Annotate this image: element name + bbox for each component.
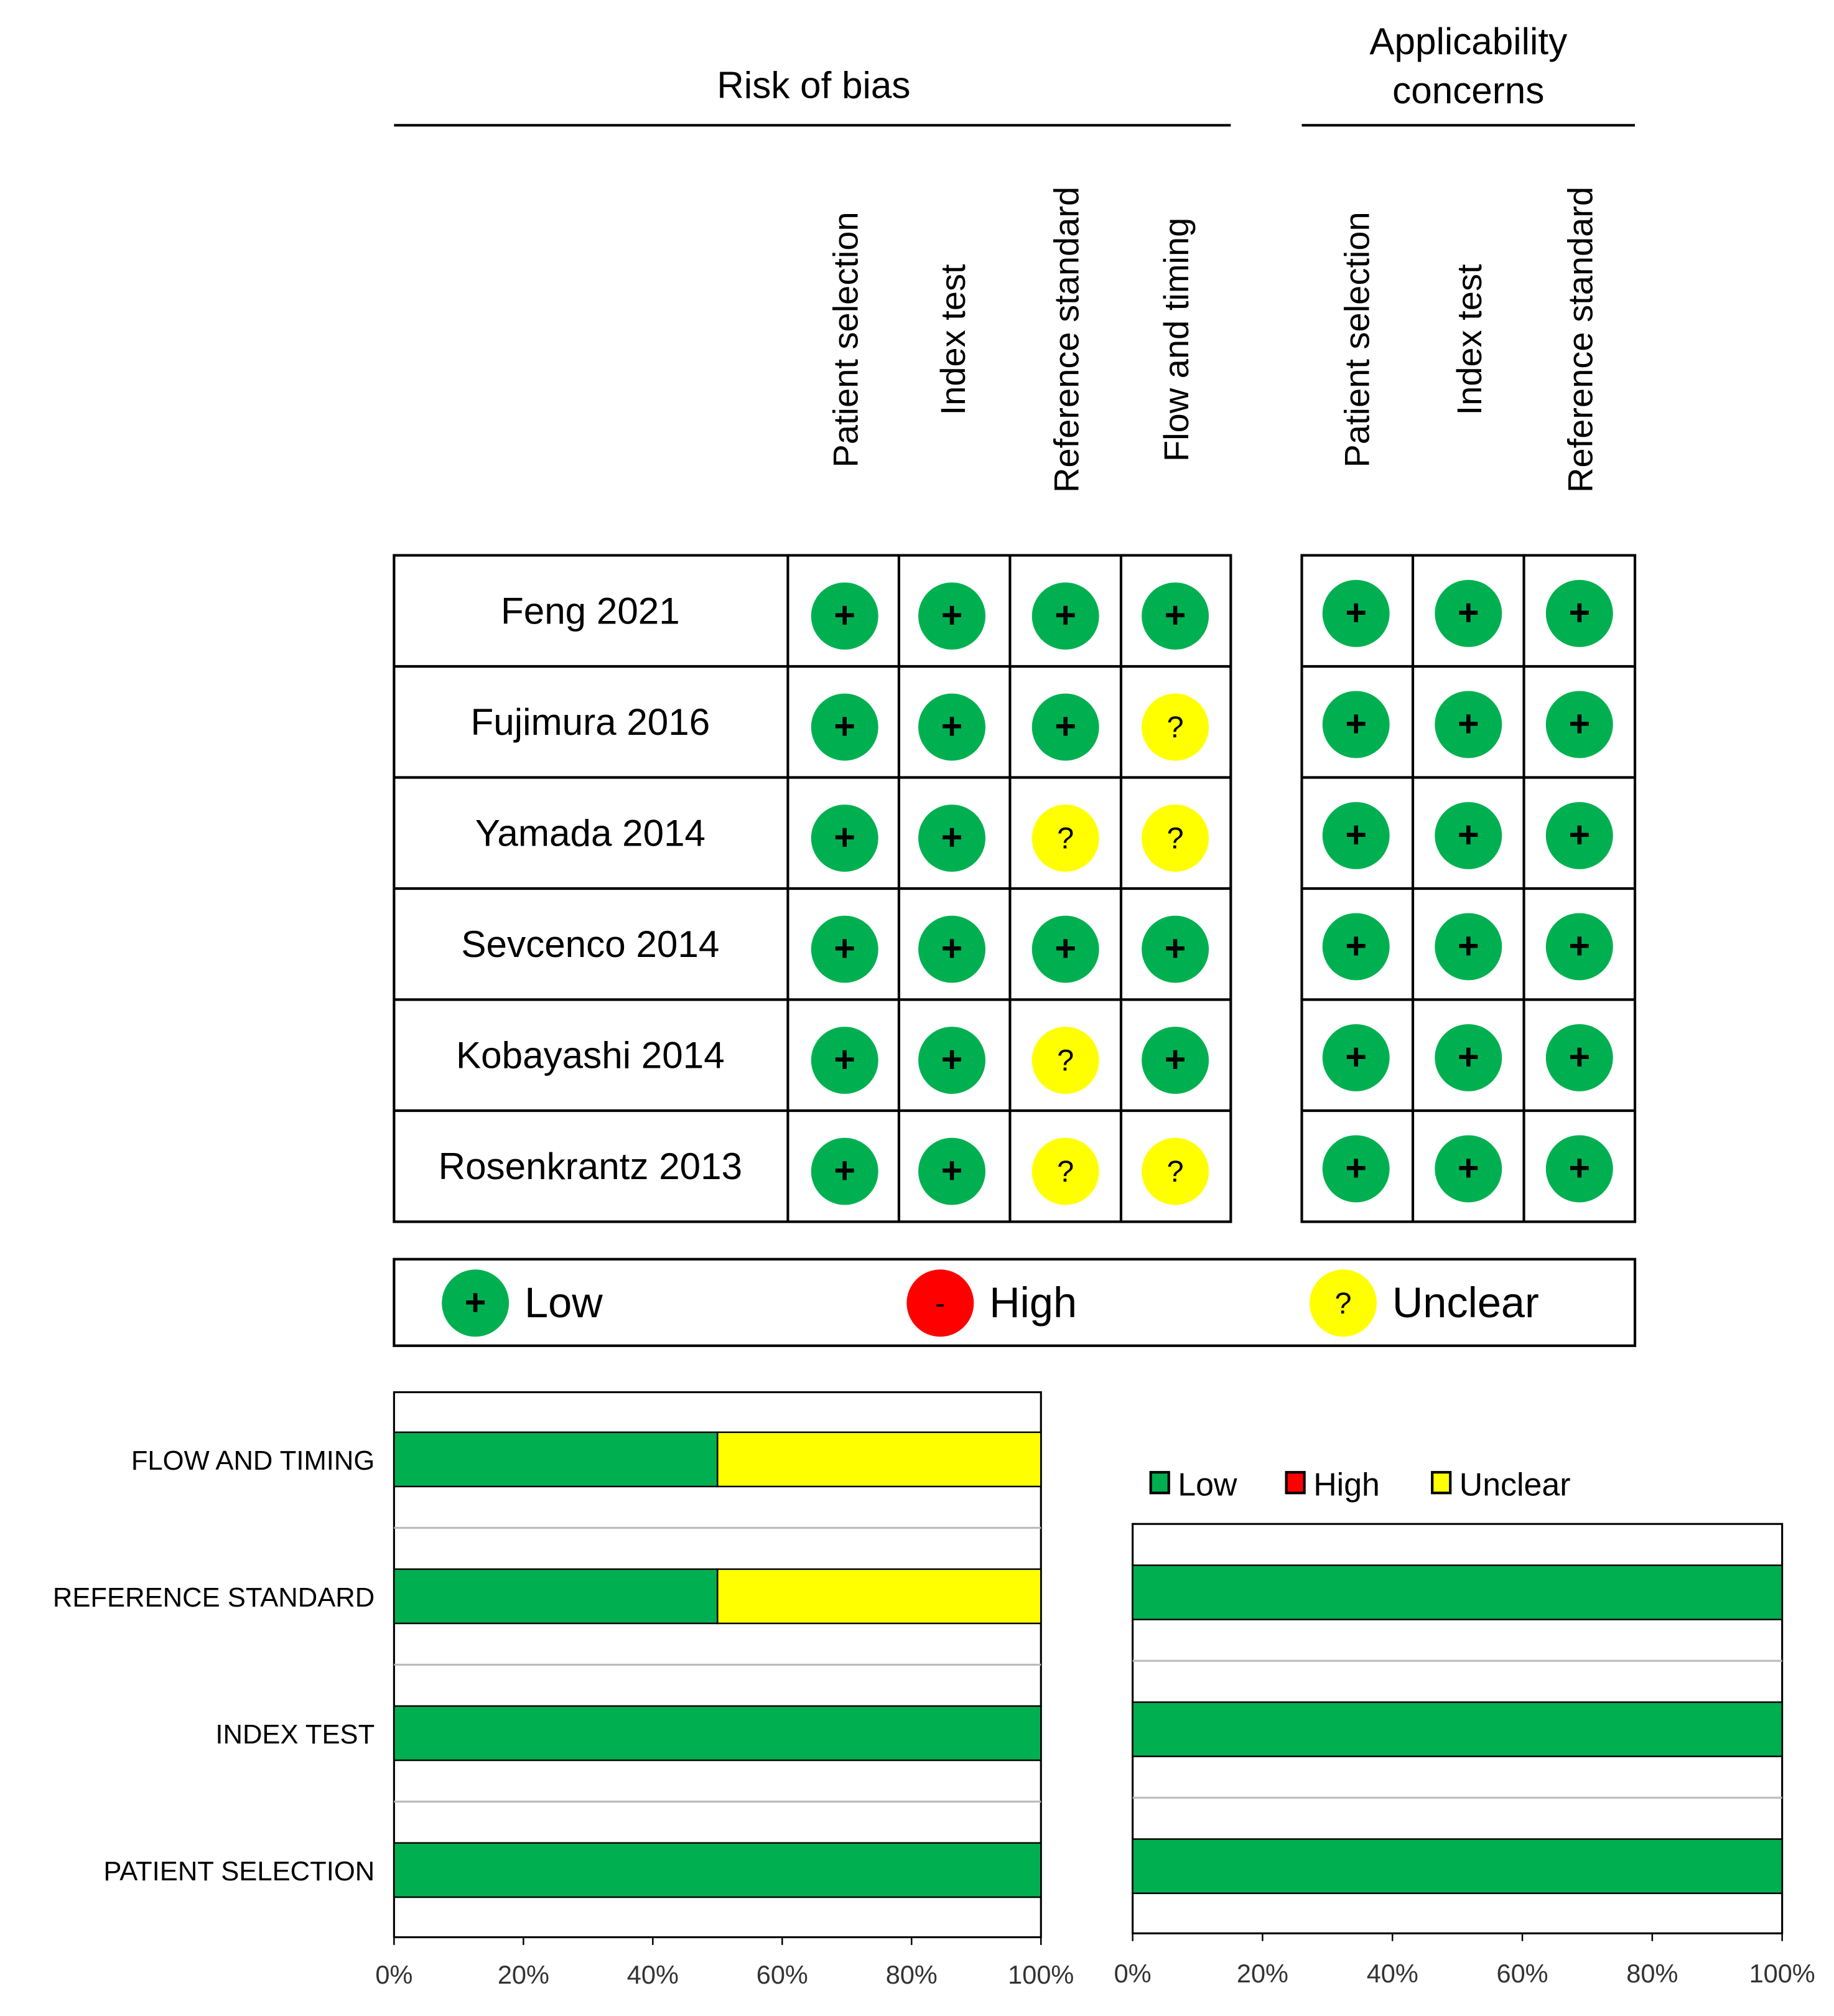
applicability-cell bbox=[1323, 580, 1390, 647]
rob-cell bbox=[1142, 805, 1209, 872]
chart-legend-label: High bbox=[1313, 1466, 1380, 1503]
low-judgement-symbol: + bbox=[464, 1281, 486, 1323]
x-tick-label: 100% bbox=[1749, 1959, 1815, 1989]
low-judgement-symbol: + bbox=[1568, 702, 1591, 745]
rob-column-header: Index test bbox=[933, 264, 972, 416]
chart-legend-label: Low bbox=[1178, 1466, 1237, 1503]
applicability-cell bbox=[1546, 802, 1613, 869]
low-judgement-symbol: + bbox=[1457, 813, 1479, 856]
low-judgement-symbol: + bbox=[941, 927, 963, 969]
x-tick-label: 40% bbox=[626, 1960, 679, 1990]
applicability-cell bbox=[1435, 1024, 1502, 1091]
study-name: Rosenkrantz 2013 bbox=[438, 1146, 743, 1188]
applicability-cell bbox=[1323, 802, 1390, 869]
x-tick-label: 40% bbox=[1366, 1959, 1418, 1989]
applicability-title-line2: concerns bbox=[1392, 70, 1545, 112]
rob-cell bbox=[811, 805, 878, 872]
low-judgement-symbol: + bbox=[1457, 591, 1479, 633]
low-judgement-symbol: + bbox=[1164, 927, 1186, 969]
bar-low bbox=[1133, 1702, 1782, 1757]
applicability-column-header: Index test bbox=[1450, 264, 1489, 416]
category-label: PATIENT SELECTION bbox=[103, 1857, 375, 1887]
rob-cell bbox=[1032, 916, 1099, 983]
x-tick-label: 20% bbox=[1236, 1959, 1288, 1989]
rob-cell bbox=[918, 1138, 985, 1205]
applicability-cell bbox=[1435, 691, 1502, 758]
rob-cell bbox=[811, 1027, 878, 1094]
unclear-judgement-symbol: ? bbox=[1057, 1155, 1074, 1189]
risk-of-bias-title: Risk of bias bbox=[717, 64, 911, 106]
low-judgement-symbol: + bbox=[941, 594, 963, 636]
study-name: Feng 2021 bbox=[500, 590, 680, 632]
low-judgement-symbol: + bbox=[1345, 591, 1367, 633]
low-judgement-symbol: + bbox=[834, 1038, 856, 1080]
applicability-cell bbox=[1546, 691, 1613, 758]
chart-legend-swatch-unclear bbox=[1432, 1472, 1450, 1493]
low-judgement-symbol: + bbox=[1568, 1035, 1591, 1078]
applicability-column-header: Reference standard bbox=[1560, 186, 1600, 493]
x-tick-label: 60% bbox=[756, 1960, 808, 1990]
study-name: Fujimura 2016 bbox=[470, 701, 710, 744]
unclear-judgement-symbol: ? bbox=[1166, 1155, 1184, 1189]
applicability-cell bbox=[1435, 1135, 1502, 1202]
applicability-cell bbox=[1435, 580, 1502, 647]
chart-legend-swatch-high bbox=[1287, 1472, 1305, 1493]
unclear-judgement-symbol: ? bbox=[1166, 711, 1184, 745]
applicability-cell bbox=[1435, 802, 1502, 869]
rob-cell bbox=[1142, 916, 1209, 983]
low-judgement-symbol: + bbox=[834, 705, 856, 747]
low-judgement-symbol: + bbox=[834, 594, 856, 636]
x-tick-label: 80% bbox=[1626, 1959, 1678, 1989]
applicability-cell bbox=[1546, 913, 1613, 980]
x-tick-label: 100% bbox=[1008, 1960, 1074, 1990]
low-judgement-symbol: + bbox=[941, 705, 963, 747]
rob-cell bbox=[1032, 805, 1099, 872]
x-tick-label: 0% bbox=[375, 1960, 413, 1990]
applicability-cell bbox=[1323, 1024, 1390, 1091]
legend-high-icon bbox=[906, 1269, 974, 1337]
bar-low bbox=[1133, 1839, 1782, 1893]
rob-cell bbox=[1032, 1027, 1099, 1094]
study-name: Sevcenco 2014 bbox=[461, 923, 720, 966]
unclear-judgement-symbol: ? bbox=[1057, 1043, 1074, 1078]
low-judgement-symbol: + bbox=[1345, 813, 1367, 856]
legend-unclear-label: Unclear bbox=[1392, 1279, 1539, 1327]
rob-cell bbox=[1032, 694, 1099, 761]
rob-cell bbox=[1142, 694, 1209, 761]
category-label: FLOW AND TIMING bbox=[131, 1446, 375, 1477]
applicability-title-line1: Applicability bbox=[1369, 21, 1568, 63]
legend-low-icon bbox=[442, 1269, 509, 1337]
rob-column-header: Patient selection bbox=[826, 212, 865, 468]
bar-low bbox=[394, 1706, 1041, 1760]
bar-low bbox=[1133, 1566, 1782, 1620]
rob-column-header: Flow and timing bbox=[1156, 217, 1196, 462]
unclear-judgement-symbol: ? bbox=[1057, 821, 1074, 856]
low-judgement-symbol: + bbox=[1568, 591, 1591, 633]
stacked-bar-chart bbox=[1114, 1467, 1815, 1988]
low-judgement-symbol: + bbox=[1457, 925, 1479, 967]
rob-cell bbox=[918, 916, 985, 983]
low-judgement-symbol: + bbox=[1568, 813, 1591, 856]
rob-cell bbox=[1142, 1027, 1209, 1094]
rob-cell bbox=[1032, 1138, 1099, 1205]
bar-low bbox=[394, 1432, 717, 1486]
low-judgement-symbol: + bbox=[1457, 702, 1479, 745]
bar-low bbox=[394, 1843, 1041, 1897]
bar-low bbox=[394, 1569, 717, 1623]
applicability-column-header: Patient selection bbox=[1337, 212, 1377, 468]
rob-cell bbox=[918, 582, 985, 650]
unclear-judgement-symbol: ? bbox=[1166, 821, 1184, 856]
low-judgement-symbol: + bbox=[1054, 705, 1077, 747]
low-judgement-symbol: + bbox=[941, 1038, 963, 1080]
study-name: Kobayashi 2014 bbox=[456, 1034, 725, 1076]
applicability-cell bbox=[1323, 913, 1390, 980]
low-judgement-symbol: + bbox=[1345, 702, 1367, 745]
low-judgement-symbol: + bbox=[941, 816, 963, 858]
rob-cell bbox=[918, 1027, 985, 1094]
rob-cell bbox=[811, 582, 878, 650]
x-tick-label: 60% bbox=[1496, 1959, 1548, 1989]
column-headers bbox=[826, 187, 1600, 493]
low-judgement-symbol: + bbox=[1345, 1035, 1367, 1078]
high-judgement-symbol: - bbox=[935, 1286, 946, 1320]
applicability-cell bbox=[1435, 913, 1502, 980]
bar-charts bbox=[53, 1392, 1815, 1989]
low-judgement-symbol: + bbox=[1457, 1035, 1479, 1078]
legend-unclear-icon bbox=[1310, 1269, 1377, 1337]
rob-cell bbox=[811, 694, 878, 761]
applicability-cell bbox=[1546, 1024, 1613, 1091]
unclear-judgement-symbol: ? bbox=[1334, 1286, 1352, 1320]
rob-cell bbox=[918, 694, 985, 761]
x-tick-label: 80% bbox=[885, 1960, 938, 1990]
rob-cell bbox=[1032, 582, 1099, 650]
applicability-cell bbox=[1546, 1135, 1613, 1202]
x-tick-label: 0% bbox=[1114, 1959, 1152, 1989]
bar-unclear bbox=[717, 1569, 1041, 1623]
rob-cell bbox=[811, 1138, 878, 1205]
summary-legend bbox=[394, 1259, 1635, 1346]
applicability-cell bbox=[1323, 691, 1390, 758]
bar-unclear bbox=[717, 1432, 1041, 1486]
legend-high-label: High bbox=[989, 1279, 1078, 1327]
rob-cell bbox=[811, 916, 878, 983]
legend-low-label: Low bbox=[524, 1279, 603, 1327]
low-judgement-symbol: + bbox=[1054, 927, 1077, 969]
low-judgement-symbol: + bbox=[1164, 594, 1186, 636]
low-judgement-symbol: + bbox=[834, 816, 856, 858]
rob-cell bbox=[1142, 582, 1209, 650]
applicability-cell bbox=[1323, 1135, 1390, 1202]
rob-column-header: Reference standard bbox=[1046, 186, 1086, 493]
applicability-cell bbox=[1546, 580, 1613, 647]
chart-legend-swatch-low bbox=[1151, 1472, 1169, 1493]
low-judgement-symbol: + bbox=[834, 1149, 856, 1192]
low-judgement-symbol: + bbox=[834, 927, 856, 969]
x-tick-label: 20% bbox=[497, 1960, 549, 1990]
low-judgement-symbol: + bbox=[1568, 925, 1591, 967]
low-judgement-symbol: + bbox=[1457, 1147, 1479, 1189]
stacked-bar-chart bbox=[53, 1392, 1074, 1989]
low-judgement-symbol: + bbox=[941, 1149, 963, 1192]
low-judgement-symbol: + bbox=[1568, 1147, 1591, 1189]
low-judgement-symbol: + bbox=[1345, 1147, 1367, 1189]
study-name: Yamada 2014 bbox=[475, 812, 706, 854]
header bbox=[394, 21, 1635, 125]
rob-cell bbox=[1142, 1138, 1209, 1205]
category-label: INDEX TEST bbox=[215, 1720, 375, 1750]
low-judgement-symbol: + bbox=[1164, 1038, 1186, 1080]
rob-cell bbox=[918, 805, 985, 872]
chart-legend-label: Unclear bbox=[1459, 1466, 1571, 1503]
low-judgement-symbol: + bbox=[1054, 594, 1077, 636]
category-label: REFERENCE STANDARD bbox=[52, 1583, 375, 1613]
low-judgement-symbol: + bbox=[1345, 925, 1367, 967]
summary-tables bbox=[394, 556, 1635, 1222]
